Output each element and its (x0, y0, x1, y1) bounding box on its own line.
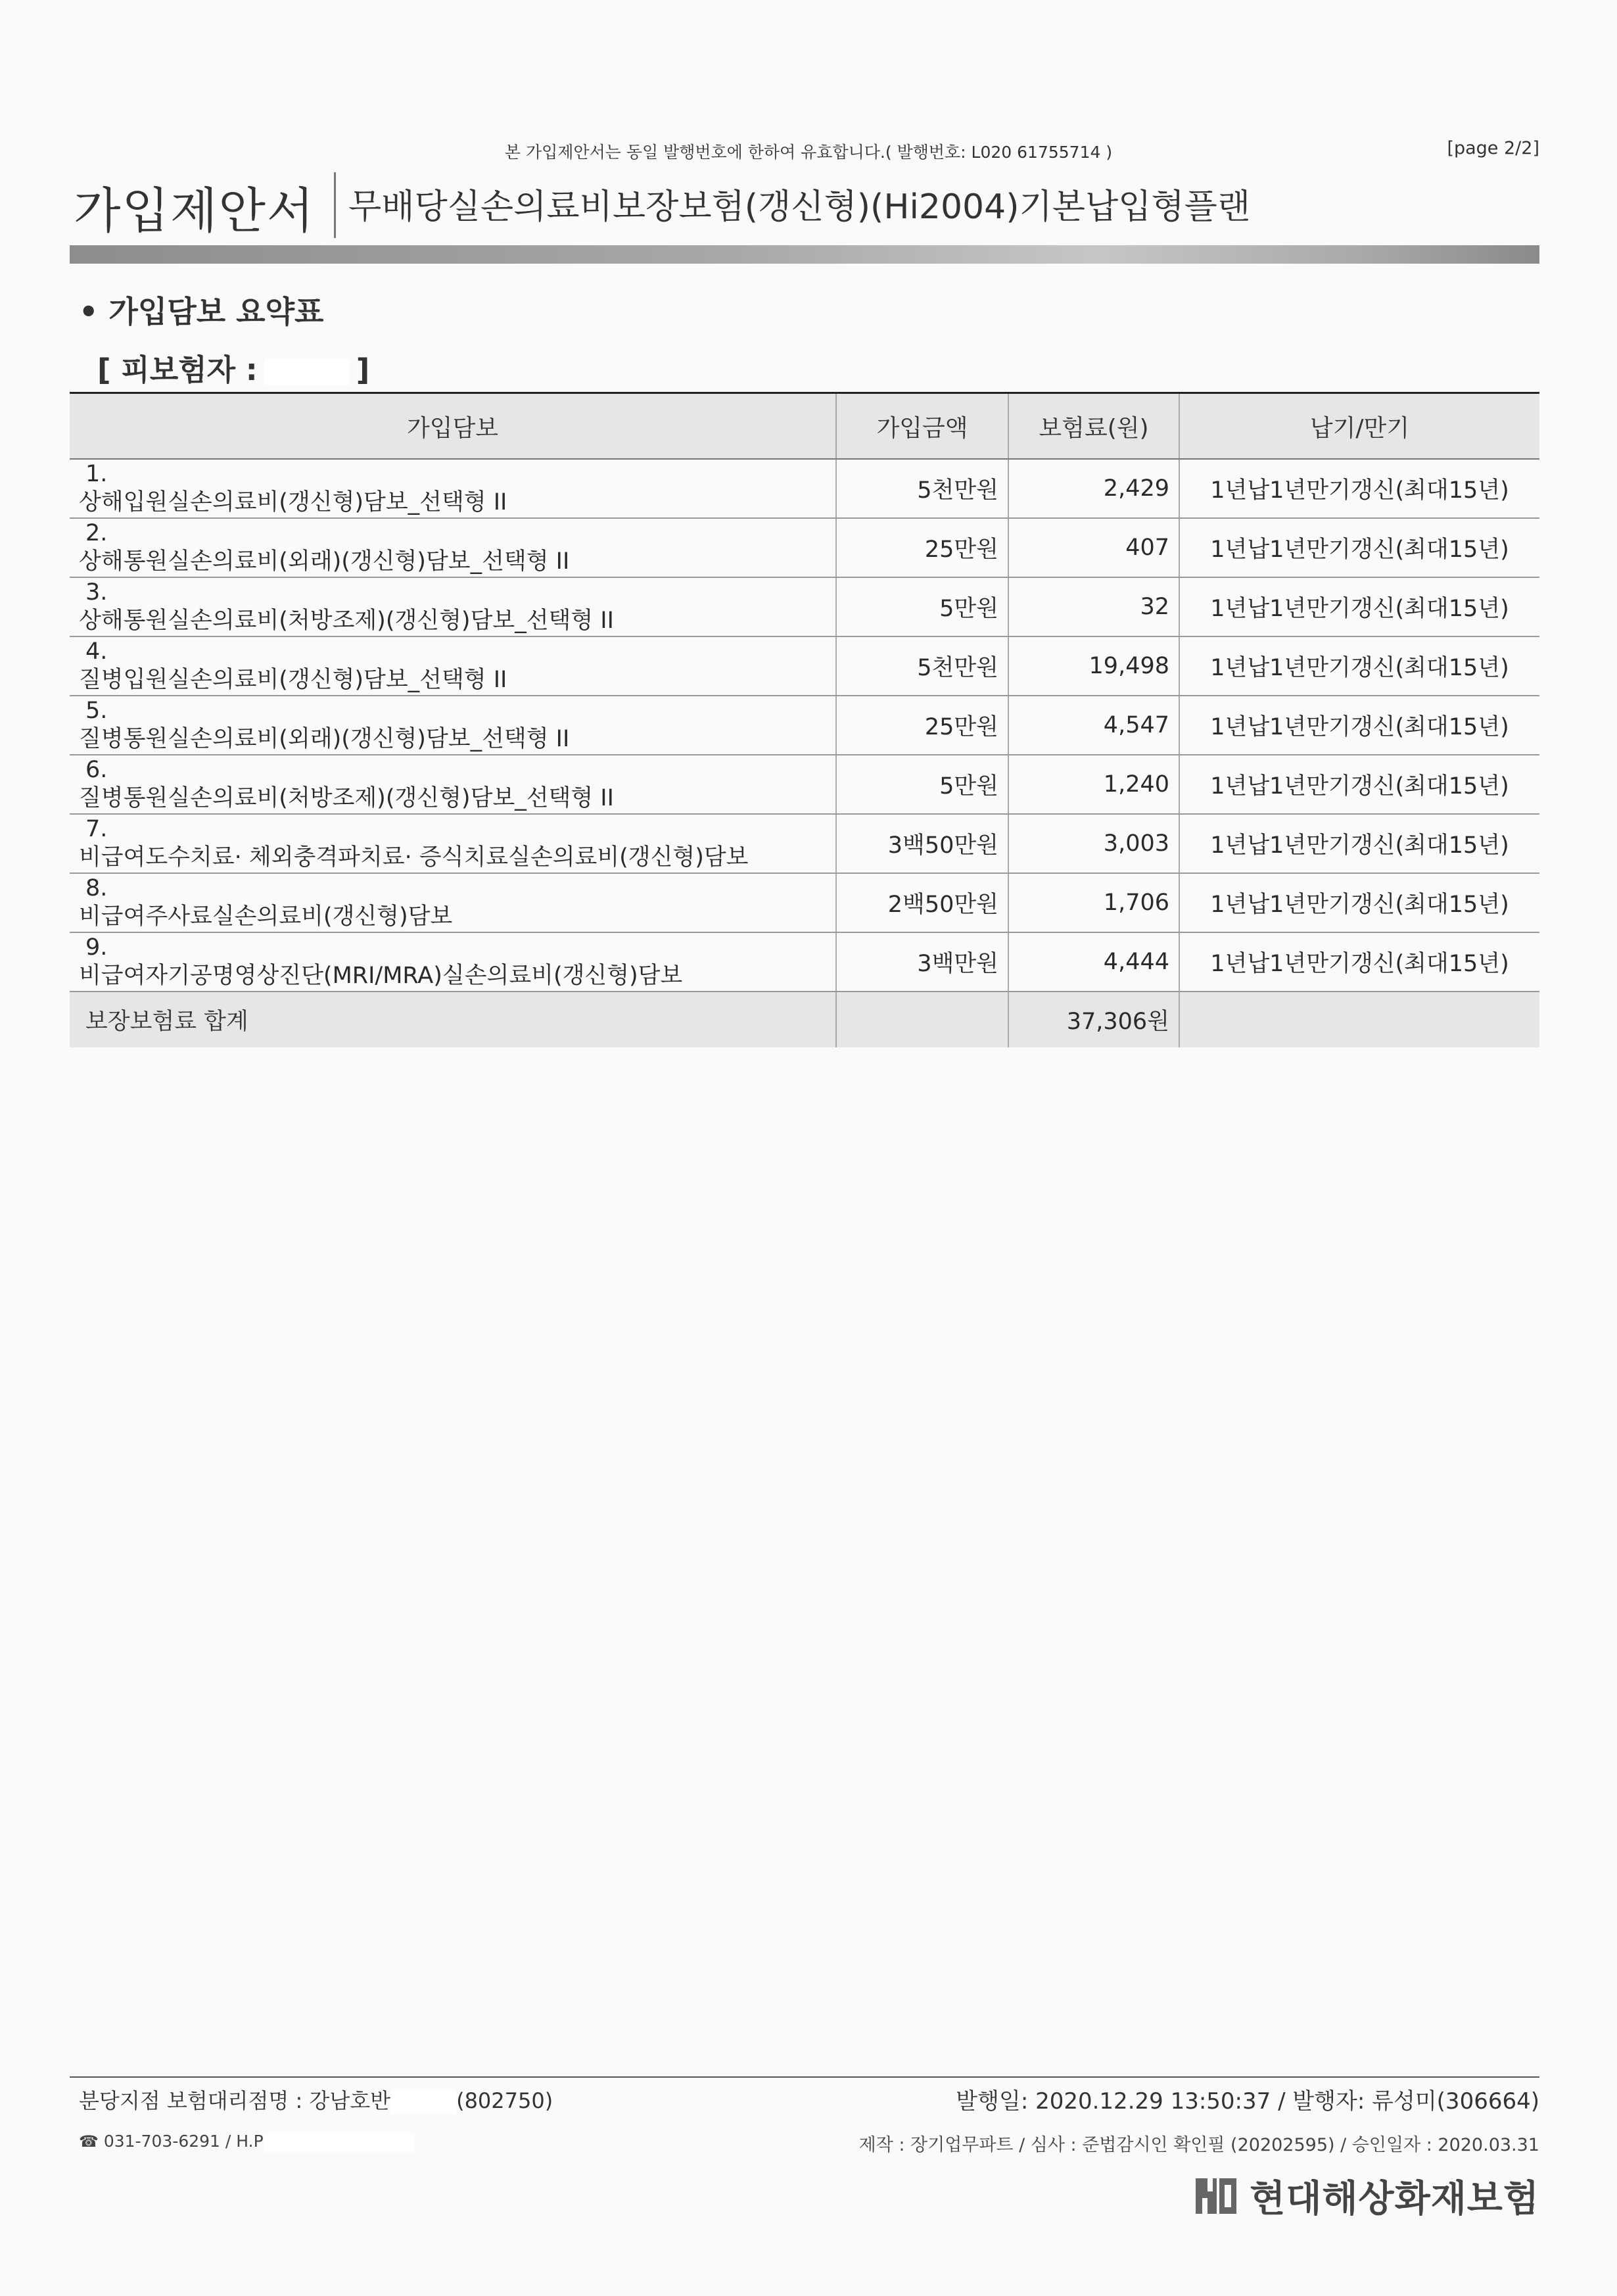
table-row (70, 696, 1539, 755)
coverage-premium: 3,003 (1008, 814, 1179, 873)
table-row (70, 518, 1539, 577)
phone-icon: ☎ (79, 2132, 99, 2151)
document-title: 가입제안서 (74, 183, 316, 239)
section-title: • 가입담보 요약표 (79, 294, 324, 329)
row-number: 8. (85, 874, 108, 901)
coverage-amount: 3백50만원 (836, 814, 1008, 873)
row-number: 7. (85, 815, 108, 842)
review-info: 제작 : 장기업무파트 / 심사 : 준법감시인 확인필 (20202595) / 승인일자 : 2020.03.31 (858, 2135, 1539, 2155)
row-number: 5. (85, 697, 108, 724)
total-value: 37,306원 (1008, 992, 1179, 1047)
table-row (70, 459, 1539, 518)
contact-info (79, 2132, 415, 2152)
table-row (70, 755, 1539, 814)
title-bar (70, 245, 1539, 264)
header-coverage: 가입담보 (70, 393, 836, 460)
agency-info (79, 2084, 553, 2115)
coverage-term: 1년납1년만기갱신(최대15년) (1179, 873, 1539, 932)
agency-code: (802750) (456, 2088, 553, 2113)
footer-divider (70, 2076, 1539, 2078)
coverage-premium: 19,498 (1008, 636, 1179, 696)
redacted-agency (390, 2090, 456, 2114)
header-premium: 보험료(원) (1008, 393, 1179, 460)
coverage-table (70, 392, 1539, 1047)
coverage-name-cell (70, 873, 836, 932)
product-name: 무배당실손의료비보장보험(갱신형)(Hi2004)기본납입형플랜 (348, 187, 1251, 227)
coverage-premium: 407 (1008, 518, 1179, 577)
issue-info: 발행일: 2020.12.29 13:50:37 / 발행자: 류성미(306664) (956, 2088, 1539, 2115)
coverage-name: 비급여자기공명영상진단(MRI/MRA)실손의료비(갱신형)담보 (79, 962, 683, 989)
validity-notice: 본 가입제안서는 동일 발행번호에 한하여 유효합니다.( 발행번호: L020 61755714 ) (504, 143, 1113, 162)
coverage-term: 1년납1년만기갱신(최대15년) (1179, 636, 1539, 696)
insured-label: [ 피보험자 : (97, 352, 258, 387)
company-name: 현대해상화재보험 (1250, 2178, 1539, 2220)
row-number: 4. (85, 638, 108, 665)
page-number: [page 2/2] (1447, 138, 1539, 158)
row-number: 3. (85, 579, 108, 606)
coverage-amount: 5천만원 (836, 636, 1008, 696)
redacted-phone (264, 2132, 415, 2152)
coverage-name-cell (70, 696, 836, 755)
row-number: 2. (85, 519, 108, 546)
table-row (70, 814, 1539, 873)
row-number: 1. (85, 460, 108, 487)
coverage-name-cell (70, 577, 836, 636)
coverage-amount: 25만원 (836, 696, 1008, 755)
header-amount: 가입금액 (836, 393, 1008, 460)
total-empty-cell (1179, 992, 1539, 1047)
coverage-name: 상해통원실손의료비(외래)(갱신형)담보_선택형 II (79, 548, 570, 575)
coverage-premium: 2,429 (1008, 459, 1179, 518)
coverage-premium: 4,444 (1008, 932, 1179, 992)
coverage-term: 1년납1년만기갱신(최대15년) (1179, 696, 1539, 755)
table-row (70, 636, 1539, 696)
coverage-name-cell (70, 459, 836, 518)
company-logo (1193, 2170, 1539, 2222)
row-number: 9. (85, 934, 108, 961)
row-number: 6. (85, 756, 108, 783)
coverage-premium: 4,547 (1008, 696, 1179, 755)
total-label: 보장보험료 합계 (70, 992, 836, 1047)
coverage-name: 질병입원실손의료비(갱신형)담보_선택형 II (79, 666, 507, 693)
coverage-term: 1년납1년만기갱신(최대15년) (1179, 932, 1539, 992)
coverage-name: 질병통원실손의료비(외래)(갱신형)담보_선택형 II (79, 725, 570, 752)
total-row (70, 992, 1539, 1047)
table-row (70, 873, 1539, 932)
coverage-term: 1년납1년만기갱신(최대15년) (1179, 518, 1539, 577)
coverage-amount: 3백만원 (836, 932, 1008, 992)
coverage-premium: 1,706 (1008, 873, 1179, 932)
title-divider (334, 172, 336, 238)
hyundai-logo-icon (1193, 2176, 1239, 2216)
redacted-name (264, 359, 350, 385)
coverage-term: 1년납1년만기갱신(최대15년) (1179, 577, 1539, 636)
coverage-name: 비급여주사료실손의료비(갱신형)담보 (79, 903, 453, 930)
coverage-name-cell (70, 932, 836, 992)
coverage-premium: 32 (1008, 577, 1179, 636)
coverage-name: 상해입원실손의료비(갱신형)담보_선택형 II (79, 489, 507, 515)
agency-name: 분당지점 보험대리점명 : 강남호반 (79, 2088, 391, 2113)
table-row (70, 577, 1539, 636)
coverage-name-cell (70, 636, 836, 696)
insured-line (97, 346, 369, 389)
coverage-term: 1년납1년만기갱신(최대15년) (1179, 814, 1539, 873)
coverage-name: 비급여도수치료· 체외충격파치료· 증식치료실손의료비(갱신형)담보 (79, 844, 749, 871)
coverage-name: 상해통원실손의료비(처방조제)(갱신형)담보_선택형 II (79, 607, 614, 634)
coverage-amount: 5만원 (836, 577, 1008, 636)
coverage-term: 1년납1년만기갱신(최대15년) (1179, 459, 1539, 518)
coverage-amount: 5천만원 (836, 459, 1008, 518)
coverage-amount: 2백50만원 (836, 873, 1008, 932)
phone-number: 031-703-6291 / H.P (103, 2132, 264, 2151)
coverage-premium: 1,240 (1008, 755, 1179, 814)
coverage-name: 질병통원실손의료비(처방조제)(갱신형)담보_선택형 II (79, 784, 614, 811)
coverage-name-cell (70, 814, 836, 873)
total-empty-cell (836, 992, 1008, 1047)
table-row (70, 932, 1539, 992)
coverage-name-cell (70, 518, 836, 577)
coverage-name-cell (70, 755, 836, 814)
table-header-row (70, 393, 1539, 460)
insured-close: ] (356, 352, 370, 387)
header-term: 납기/만기 (1179, 393, 1539, 460)
coverage-amount: 5만원 (836, 755, 1008, 814)
coverage-amount: 25만원 (836, 518, 1008, 577)
coverage-term: 1년납1년만기갱신(최대15년) (1179, 755, 1539, 814)
